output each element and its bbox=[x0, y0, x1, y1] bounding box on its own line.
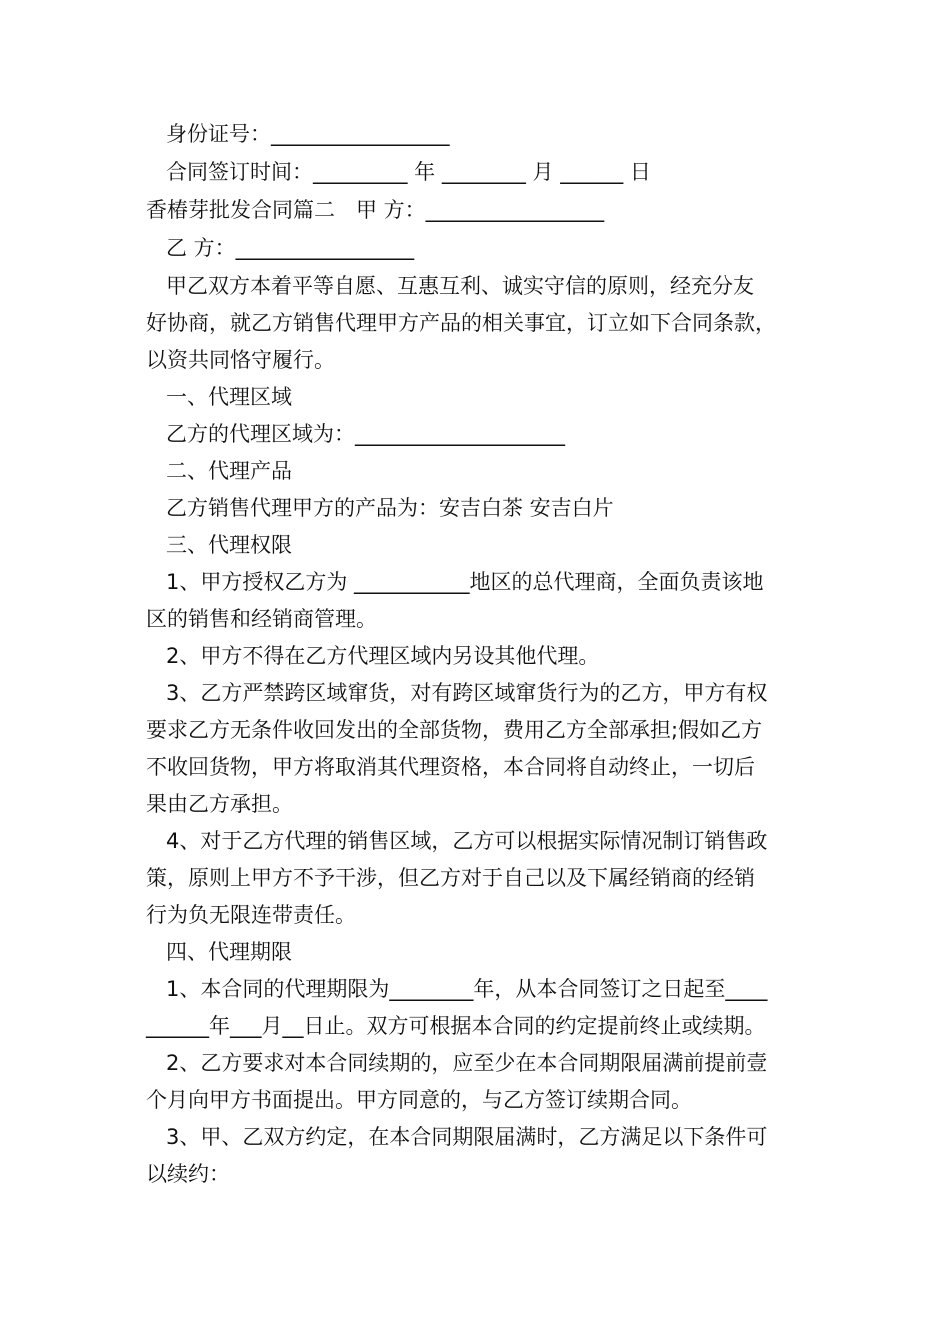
paragraph-line: 甲乙双方本着平等自愿、互惠互利、诚实守信的原则，经充分友 bbox=[166, 274, 754, 298]
paragraph-line: 乙方的代理区域为：____________________ bbox=[166, 422, 565, 446]
title-party-a-line: 香椿芽批发合同篇二 甲 方：_________________ bbox=[146, 198, 605, 222]
paragraph-line: 以续约： bbox=[146, 1162, 230, 1186]
sign-date-line: 合同签订时间：_________ 年 ________ 月 ______ 日 bbox=[166, 160, 651, 184]
paragraph-line: 不收回货物，甲方将取消其代理资格，本合同将自动终止，一切后 bbox=[146, 755, 755, 779]
paragraph-line: 2、甲方不得在乙方代理区域内另设其他代理。 bbox=[166, 644, 600, 668]
paragraph-line: 行为负无限连带责任。 bbox=[146, 903, 356, 927]
paragraph-line: 4、对于乙方代理的销售区域，乙方可以根据实际情况制订销售政 bbox=[166, 829, 768, 853]
id-number-line: 身份证号：_________________ bbox=[166, 122, 450, 146]
paragraph-line: 2、乙方要求对本合同续期的，应至少在本合同期限届满前提前壹 bbox=[166, 1051, 768, 1075]
section-heading: 四、代理期限 bbox=[166, 940, 292, 964]
paragraph-line: 要求乙方无条件收回发出的全部货物，费用乙方全部承担;假如乙方 bbox=[146, 718, 763, 742]
section-heading: 三、代理权限 bbox=[166, 533, 292, 557]
paragraph-line: 个月向甲方书面提出。甲方同意的，与乙方签订续期合同。 bbox=[146, 1088, 692, 1112]
paragraph-line: 乙方销售代理甲方的产品为：安吉白茶 安吉白片 bbox=[166, 496, 614, 520]
paragraph-line: 3、乙方严禁跨区域窜货，对有跨区域窜货行为的乙方，甲方有权 bbox=[166, 681, 768, 705]
section-heading: 二、代理产品 bbox=[166, 459, 292, 483]
paragraph-line: 好协商，就乙方销售代理甲方产品的相关事宜，订立如下合同条款， bbox=[146, 311, 776, 335]
paragraph-line: 区的销售和经销商管理。 bbox=[146, 607, 377, 631]
paragraph-line: 以资共同恪守履行。 bbox=[146, 348, 335, 372]
party-b-line: 乙 方：_________________ bbox=[166, 236, 415, 260]
paragraph-line: 1、甲方授权乙方为 ___________地区的总代理商，全面负责该地 bbox=[166, 570, 764, 594]
paragraph-line: 1、本合同的代理期限为________年，从本合同签订之日起至____ bbox=[166, 977, 768, 1001]
paragraph-line: 3、甲、乙双方约定，在本合同期限届满时，乙方满足以下条件可 bbox=[166, 1125, 768, 1149]
section-heading: 一、代理区域 bbox=[166, 385, 292, 409]
paragraph-line: 策，原则上甲方不予干涉，但乙方对于自己以及下属经销商的经销 bbox=[146, 866, 755, 890]
paragraph-line: 果由乙方承担。 bbox=[146, 792, 293, 816]
paragraph-line: ______年___月__日止。双方可根据本合同的约定提前终止或续期。 bbox=[146, 1014, 766, 1038]
